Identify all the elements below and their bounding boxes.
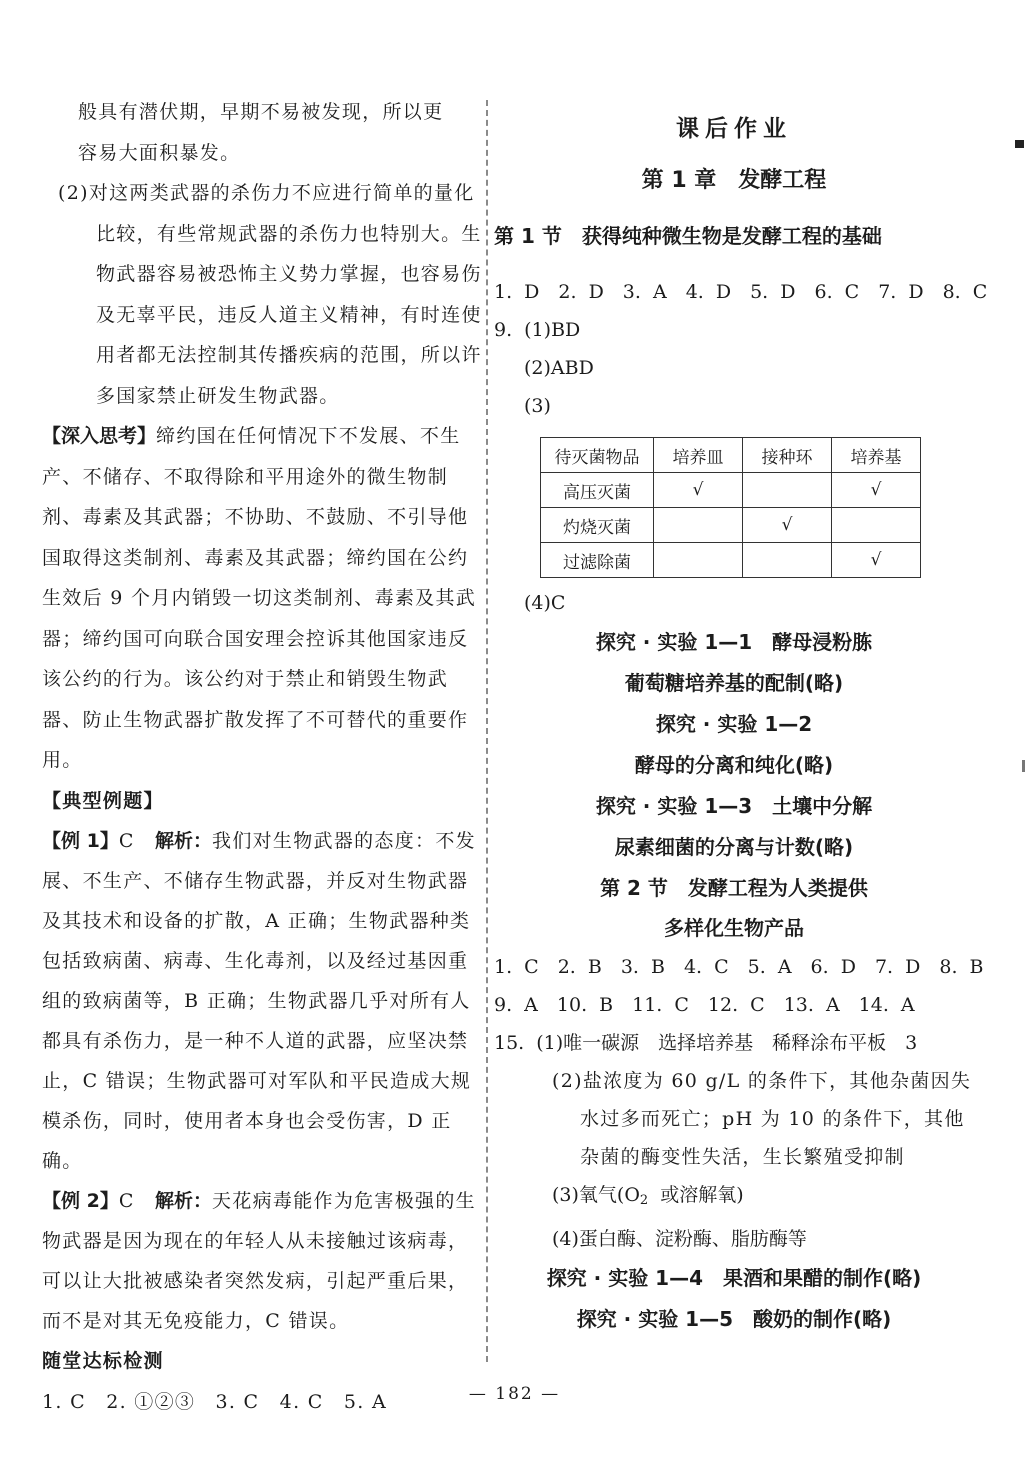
sterilization-table bbox=[540, 437, 921, 578]
table-cell: 高压灭菌 bbox=[541, 473, 654, 508]
example-2-text: 天花病毒能作为危害极强的生物武器是因为现在的年轻人从未接触过该病毒，可以让大批被感染者突然发病，引起严重后果，而不是对其无免疫能力，C 错误。 bbox=[42, 1190, 476, 1332]
section-2-title-line-1: 第 2 节 发酵工程为人类提供 bbox=[600, 876, 868, 900]
example-2-analysis-label: 解析： bbox=[155, 1190, 213, 1212]
deep-thinking-text: 缔约国在任何情况下不发展、不生产、不储存、不取得除和平用途外的微生物制剂、毒素及其武器；不协助、不鼓励、不引导他国取得这类制剂、毒素及其武器；缔约国在公约生效后 9 个月内销毁一切这类制剂、毒素及其武器；缔约国可向联合国安理会控诉其他国家违反该公约的行为。该公约对于禁止和销毁生物武器、防止生物武器扩散发挥了不可替代的重要作用。 bbox=[42, 425, 477, 771]
table-header: 培养皿 bbox=[654, 438, 743, 473]
q15-part-3 bbox=[494, 1176, 974, 1220]
q15-part-3-post: 或溶解氧) bbox=[648, 1184, 744, 1206]
table-cell: √ bbox=[832, 543, 921, 578]
typical-examples-label: 【典型例题】 bbox=[42, 789, 164, 812]
example-2-answer: C bbox=[118, 1190, 135, 1212]
table-row bbox=[541, 508, 921, 543]
left-column bbox=[42, 92, 482, 1422]
quiz-title: 随堂达标检测 bbox=[42, 1350, 164, 1372]
continued-line-2: 容易大面积暴发。 bbox=[78, 141, 241, 164]
table-cell: 灼烧灭菌 bbox=[541, 508, 654, 543]
column-divider bbox=[486, 100, 488, 1362]
example-2 bbox=[42, 1181, 482, 1341]
section-1-title: 第 1 节 获得纯种微生物是发酵工程的基础 bbox=[494, 224, 882, 248]
example-2-label: 【例 2】 bbox=[42, 1190, 119, 1212]
table-cell bbox=[743, 543, 832, 578]
section-2-title-line-2: 多样化生物产品 bbox=[664, 916, 804, 940]
deep-thinking-label: 【深入思考】 bbox=[42, 425, 157, 447]
table-cell: √ bbox=[832, 473, 921, 508]
q9-part-1: 9. (1)BD bbox=[494, 319, 581, 341]
experiment-1-2-line-1: 探究 · 实验 1—2 bbox=[655, 712, 813, 736]
section-1-answers: 1. D 2. D 3. A 4. D 5. D 6. C 7. D 8. C bbox=[494, 281, 988, 303]
table-cell bbox=[654, 543, 743, 578]
section-2-answers-row-2: 9. A 10. B 11. C 12. C 13. A 14. A bbox=[494, 994, 915, 1016]
homework-title: 课后作业 bbox=[676, 116, 792, 142]
example-1-analysis-label: 解析： bbox=[155, 830, 213, 852]
answer-point-2: (2)对这两类武器的杀伤力不应进行简单的量化比较，有些常规武器的杀伤力也特别大。生物武器容易被恐怖主义势力掌握，也容易伤及无辜平民，违反人道主义精神，有时连使用者都无法控制其传播疾病的范围，所以许多国家禁止研发生物武器。 bbox=[58, 182, 482, 407]
page-number: — 182 — bbox=[468, 1384, 561, 1404]
table-cell: √ bbox=[743, 508, 832, 543]
q9-part-3: (3) bbox=[524, 395, 551, 417]
table-row bbox=[541, 543, 921, 578]
q9-part-4: (4)C bbox=[524, 592, 566, 614]
experiment-1-3-line-1: 探究 · 实验 1—3 土壤中分解 bbox=[595, 794, 873, 818]
q15-part-1: 15. (1)唯一碳源 选择培养基 稀释涂布平板 3 bbox=[494, 1032, 918, 1054]
experiment-1-1-line-1: 探究 · 实验 1—1 酵母浸粉胨 bbox=[595, 630, 873, 654]
q15-part-2: (2)盐浓度为 60 g/L 的条件下，其他杂菌因失水过多而死亡；pH 为 10 的条件下，其他杂菌的酶变性失活，生长繁殖受抑制 bbox=[552, 1070, 972, 1168]
edge-mark bbox=[1015, 140, 1024, 148]
q15-part-3-pre: (3)氧气(O bbox=[552, 1184, 640, 1206]
example-1-answer: C bbox=[118, 830, 135, 852]
example-1-text: 我们对生物武器的态度：不发展、不生产、不储存生物武器，并反对生物武器及其技术和设备的扩散，A 正确；生物武器种类包括致病菌、病毒、生化毒剂，以及经过基因重组的致病菌等，B 正确；生物武器几乎对所有人都具有杀伤力，是一种不人道的武器，应坚决禁止，C 错误；生物武器可对军队和平民造成大规模杀伤，同时，使用者本身也会受伤害，D 正确。 bbox=[42, 830, 476, 1172]
chapter-title: 第 1 章 发酵工程 bbox=[641, 168, 827, 193]
quiz-answers: 1. C 2. ①②③ 3. C 4. C 5. A bbox=[42, 1390, 387, 1413]
table-header: 培养基 bbox=[832, 438, 921, 473]
q15-part-4: (4)蛋白酶、淀粉酶、脂肪酶等 bbox=[552, 1228, 807, 1250]
table-header: 待灭菌物品 bbox=[541, 438, 654, 473]
edge-tick bbox=[1022, 760, 1025, 772]
table-header: 接种环 bbox=[743, 438, 832, 473]
section-2-answers-row-1: 1. C 2. B 3. B 4. C 5. A 6. D 7. D 8. B bbox=[494, 956, 984, 978]
continued-line-1: 般具有潜伏期，早期不易被发现，所以更 bbox=[78, 101, 444, 123]
example-1 bbox=[42, 821, 482, 1181]
table-header-row bbox=[541, 438, 921, 473]
table-cell bbox=[832, 508, 921, 543]
table-cell: √ bbox=[654, 473, 743, 508]
q9-part-2: (2)ABD bbox=[524, 357, 594, 379]
table-cell bbox=[743, 473, 832, 508]
table-cell bbox=[654, 508, 743, 543]
example-1-label: 【例 1】 bbox=[42, 830, 119, 852]
experiment-1-5: 探究 · 实验 1—5 酸奶的制作(略) bbox=[576, 1307, 892, 1331]
experiment-1-2-line-2: 酵母的分离和纯化(略) bbox=[634, 753, 834, 777]
experiment-1-1-line-2: 葡萄糖培养基的配制(略) bbox=[624, 671, 844, 695]
deep-thinking-paragraph bbox=[42, 416, 482, 781]
table-cell: 过滤除菌 bbox=[541, 543, 654, 578]
q15-part-3-sub: 2 bbox=[639, 1193, 649, 1208]
experiment-1-4: 探究 · 实验 1—4 果酒和果醋的制作(略) bbox=[546, 1266, 922, 1290]
table-row bbox=[541, 473, 921, 508]
right-column bbox=[494, 92, 988, 1340]
experiment-1-3-line-2: 尿素细菌的分离与计数(略) bbox=[614, 835, 854, 859]
